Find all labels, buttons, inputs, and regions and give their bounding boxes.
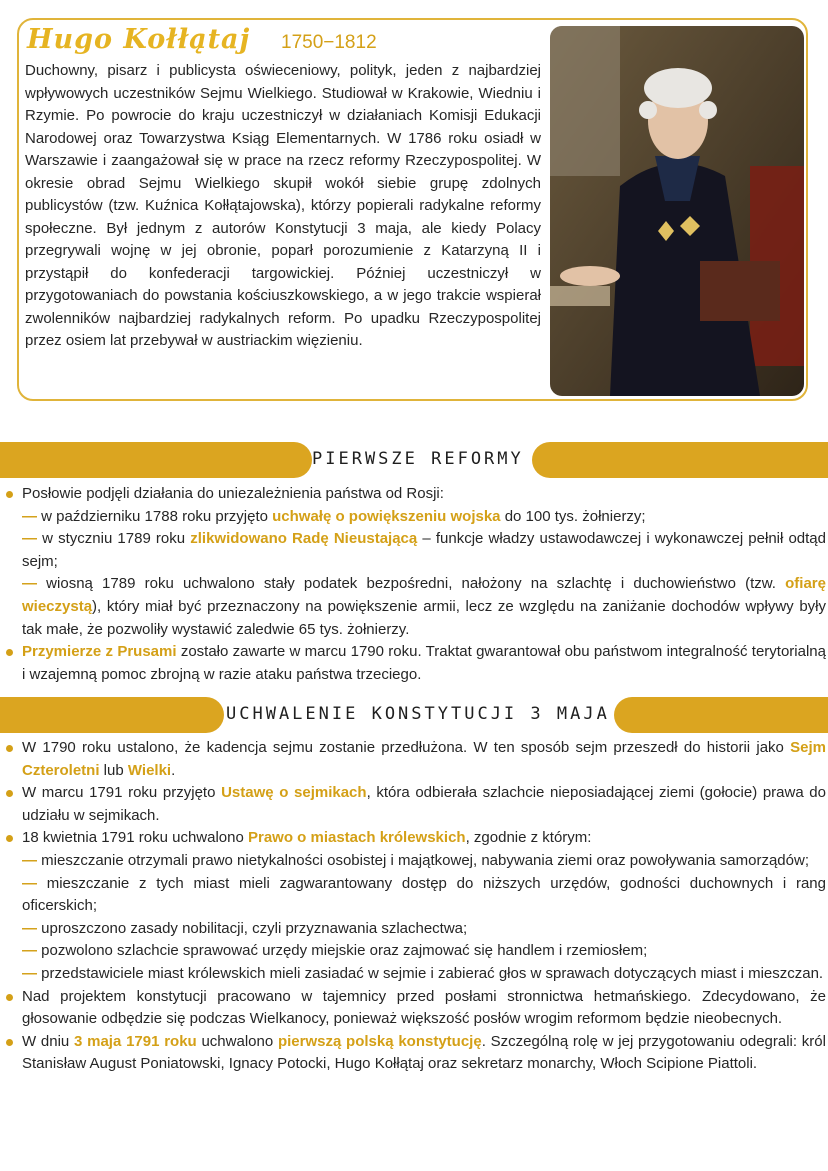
constitution-content — [6, 737, 826, 1076]
section-title: UCHWALENIE KONSTYTUCJI 3 MAJA — [226, 704, 610, 724]
sub-item: — przedstawiciele miast królewskich mieli zasiadać w sejmie i zabierać głos w sprawach dotyczących miast i mieszczan. — [22, 964, 824, 982]
sub-item: — mieszczanie z tych miast mieli zagwarantowany dostęp do niższych urzędów, godności duchownych i rang oficerskich; — [22, 874, 826, 915]
portrait-image — [550, 26, 804, 396]
sub-item: — mieszczanie otrzymali prawo nietykalności osobistej i majątkowej, nabywania ziemi oraz powoływania samorządów; — [22, 851, 809, 869]
header-band-right — [532, 442, 828, 478]
list-item: 18 kwietnia 1791 roku uchwalono Prawo o miastach królewskich, zgodnie z którym: — [6, 827, 826, 850]
list-item: Nad projektem konstytucji pracowano w tajemnicy przed posłami stronnictwa hetmańskiego. Zdecydowano, że głosowanie odbędzie się podczas Wielkanocy, ponieważ większość posłów wrogim reformom będzie nieobecnych. — [6, 986, 826, 1031]
sub-item: — uproszczono zasady nobilitacji, czyli przyznawania szlachectwa; — [22, 919, 468, 937]
section-title: PIERWSZE REFORMY — [312, 449, 524, 469]
header-band-left — [0, 697, 224, 733]
reforms-content — [6, 483, 826, 686]
list-item: W 1790 roku ustalono, że kadencja sejmu zostanie przedłużona. W ten sposób sejm przeszedł do historii jako Sejm Czteroletni lub Wielki. — [6, 737, 826, 782]
header-band-left — [0, 442, 312, 478]
sub-item: — w styczniu 1789 roku zlikwidowano Radę Nieustającą – funkcje władzy ustawodawczej i wykonawczej pełnił odtąd sejm; — [22, 530, 826, 570]
list-item: Przymierze z Prusami zostało zawarte w marcu 1790 roku. Traktat gwarantował obu państwom integralność terytorialną i wzajemną pomoc zbrojną w razie ataku państwa trzeciego. — [6, 641, 826, 686]
list-item: W dniu 3 maja 1791 roku uchwalono pierwszą polską konstytucję. Szczególną rolę w jej przygotowaniu odegrali: król Stanisław August Poniatowski, Ignacy Potocki, Hugo Kołłątaj oraz sekretarz monarchy, Włoch Scipione Piattoli. — [6, 1031, 826, 1076]
sub-item: — wiosną 1789 roku uchwalono stały podatek bezpośredni, nałożony na szlachtę i duchowieństwo (tzw. ofiarę wieczystą), który miał być przeznaczony na powiększenie armii, lecz ze względu na zaniżanie dochodów wpływy były tak małe, że pozwoliły wystawić zaledwie 65 tys. żołnierzy. — [22, 575, 826, 638]
bio-name: Hugo Kołłątaj — [27, 24, 251, 55]
header-band-right — [614, 697, 828, 733]
list-item: Posłowie podjęli działania do uniezależnienia państwa od Rosji: — [6, 483, 826, 506]
sub-item: — w październiku 1788 roku przyjęto uchwałę o powiększeniu wojska do 100 tys. żołnierzy; — [22, 507, 646, 525]
section-header-reforms — [0, 442, 828, 478]
section-header-constitution — [0, 697, 828, 733]
bio-dates: 1750−1812 — [281, 32, 377, 53]
biography-card — [17, 18, 808, 401]
bio-text: Duchowny, pisarz i publicysta oświeceniowy, polityk, jeden z najbardziej wpływowych uczestników Sejmu Wielkiego. Studiował w Krakowie, Wiedniu i Rzymie. Po powrocie do kraju uczestniczył w działaniach Komisji Edukacji Narodowej oraz Towarzystwa Ksiąg Elementarnych. W 1786 roku osiadł w Warszawie i zaangażował się w prace na rzecz reformy Rzeczypospolitej. W okresie obrad Sejmu Wielkiego skupił wokół siebie grupę zdolnych publicystów (tzw. Kuźnica Kołłątajowska), którzy popierali radykalne reformy społeczne. Był jednym z autorów Konstytucji 3 maja, ale kiedy Polacy przegrywali wojnę w jej obronie, poparł porozumienie z Katarzyną II i przystąpił do konfederacji targowickiej. Później uczestniczył w przygotowaniach do powstania kościuszkowskiego, a w jego trakcie wspierał zwolenników najbardziej radykalnych reform. Po upadku Rzeczypospolitej przez osiem lat przebywał w austriackim więzieniu. — [25, 62, 541, 349]
sub-item: — pozwolono szlachcie sprawować urzędy miejskie oraz zajmować się handlem i rzemiosłem; — [22, 942, 648, 960]
list-item: W marcu 1791 roku przyjęto Ustawę o sejmikach, która odbierała szlachcie nieposiadającej ziemi (gołocie) prawa do udziału w sejmikach. — [6, 782, 826, 827]
